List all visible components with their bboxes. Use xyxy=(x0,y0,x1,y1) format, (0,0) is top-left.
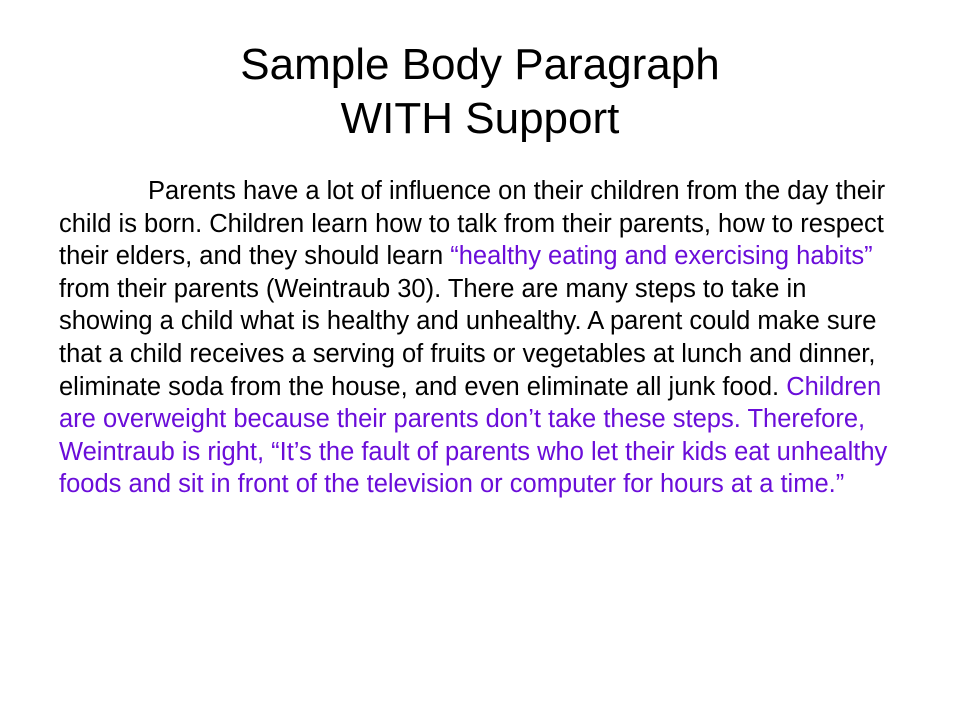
paragraph-quote-healthy-habits: “healthy eating and exercising habits” xyxy=(450,242,873,271)
paragraph-conclusion: Children are overweight because their parents don’t take these steps. Therefore, Weintraub is right, “It’s the fault of parents who let their kids eat unhealthy foods and sit in front of the television or computer for hours at a time.” xyxy=(59,372,888,499)
paragraph-segment-1: Parents have a lot of influence on their children from the day their child is born. Children learn how to talk from their parents, how to respect their elders, and they should learn xyxy=(59,177,886,271)
body-paragraph xyxy=(59,175,901,501)
slide-title xyxy=(60,38,900,146)
slide-title-line-2: WITH Support xyxy=(340,94,620,143)
slide-title-line-1: Sample Body Paragraph xyxy=(240,40,720,89)
paragraph-segment-2: from their parents (Weintraub 30). There are many steps to take in showing a child what is healthy and unhealthy. A parent could make sure that a child receives a serving of fruits or vegetables at lunch and dinner, eliminate soda from the house, and even eliminate all junk food. xyxy=(59,274,877,401)
